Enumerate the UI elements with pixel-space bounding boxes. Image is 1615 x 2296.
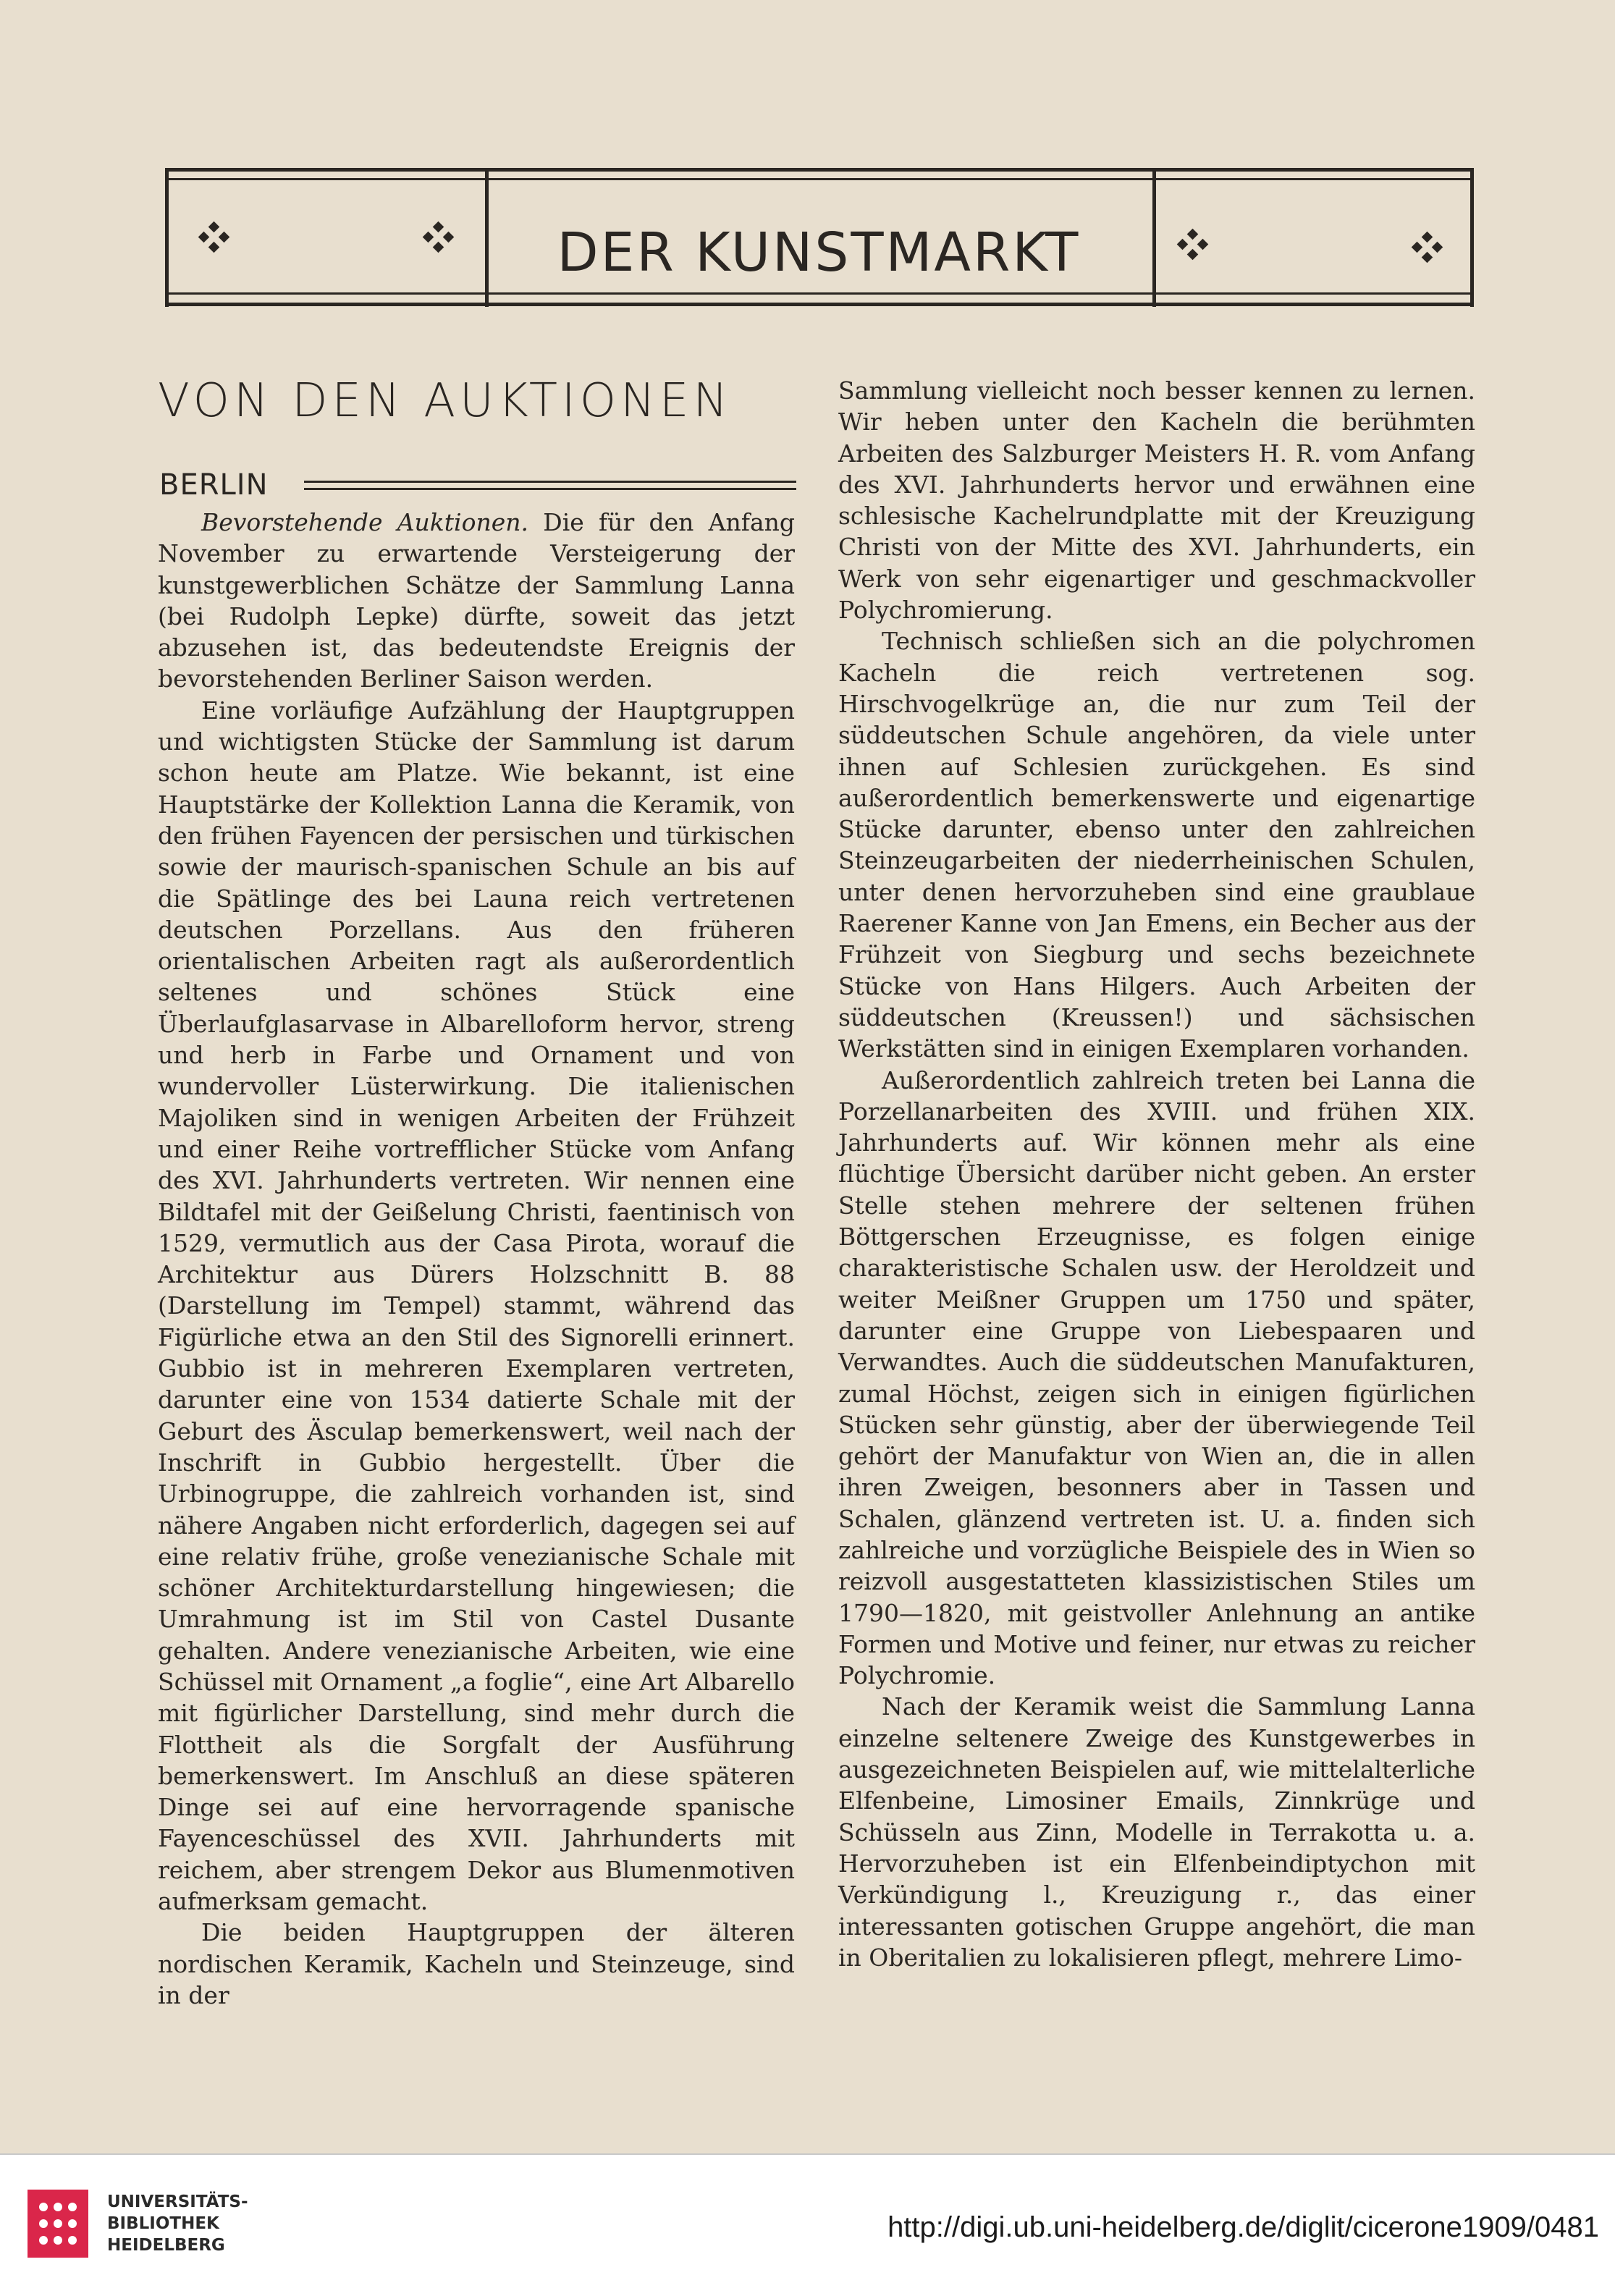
paragraph: Nach der Keramik weist die Sammlung Lanna einzelne seltenere Zweige des Kunstgewerbes in ausgezeichneten Beispielen auf, wie mittelalterliche Elfenbeine, Limosiner Emails, Zinnkrüge und Schüsseln aus Zinn, Modelle in Terrakotta u. a. Hervorzuheben ist ein Elfenbeindiptychon mit Verkündigung l., Kreuzigung r., das einer interessanten gotischen Gruppe angehört, die man in Oberitalien zu lokalisieren pflegt, mehrere Limo-: [838, 1692, 1475, 1972]
diamond-ornament-icon: [1413, 233, 1442, 262]
paragraph: Eine vorläufige Aufzählung der Hauptgruppen und wichtigsten Stücke der Sammlung ist darum schon heute am Platze. Wie bekannt, ist eine Hauptstärke der Kollektion Lanna die Keramik, von den frühen Fayencen der persischen und türkischen sowie der maurisch-spanischen Schule an bis auf die Spätlinge des bei Launa reich vertretenen deutschen Porzellans. Aus den früheren orientalischen Arbeiten ragt als außerordentlich seltenes und schönes Stück eine Überlaufglasarvase in Albarelloform hervor, streng und herb in Farbe und Ornament und von wundervoller Lüsterwirkung. Die italienischen Majoliken sind in wenigen Arbeiten der Frühzeit und einer Reihe vortrefflicher Stücke vom Anfang des XVI. Jahrhunderts vertreten. Wir nennen eine Bildtafel mit der Geißelung Christi, faentinisch von 1529, vermutlich aus der Casa Pirota, worauf die Architektur aus Dürers Holzschnitt B. 88 (Darstellung im Tempel) stammt, während das Figürliche etwa an den Stil des Signorelli erinnert. Gubbio ist in mehreren Exemplaren vertreten, darunter eine von 1534 datierte Schale mit der Geburt des Äsculap bemerkenswert, weil nach der Inschrift in Gubbio hergestellt. Über die Urbinogruppe, die zahlreich vorhanden ist, sind nähere Angaben nicht erforderlich, dagegen sei auf eine relativ frühe, große venezianische Schale mit schöner Architekturdarstellung hingewiesen; die Umrahmung ist im Stil von Castel Dusante gehalten. Andere venezianische Arbeiten, wie eine Schüssel mit Ornament „a foglie“, eine Art Albarello mit figürlicher Darstellung, sind mehr durch die Flottheit als die Sorgfalt der Ausführung bemerkenswert. Im Anschluß an diese späteren Dinge sei auf eine hervorragende spanische Fayenceschüssel des XVII. Jahrhunderts mit reichem, aber strengem Dekor aus Blumenmotiven aufmerksam gemacht.: [158, 696, 795, 1916]
text-column-left: [158, 507, 795, 2011]
diamond-ornament-icon: [424, 223, 453, 252]
university-seal-icon: [22, 2184, 94, 2263]
subheading-label: BERLIN: [159, 468, 269, 502]
paragraph: Die beiden Hauptgruppen der älteren nordischen Keramik, Kacheln und Steinzeuge, sind in der: [158, 1918, 795, 2009]
paragraph: Außerordentlich zahlreich treten bei Lanna die Porzellanarbeiten des XVIII. und frühen XIX. Jahrhunderts auf. Wir können mehr als eine flüchtige Übersicht darüber nicht geben. An erster Stelle stehen mehrere der seltenen frühen Böttgerschen Erzeugnisse, es folgen einige charakteristische Schalen usw. der Heroldzeit und weiter Meißner Gruppen um 1750 und später, darunter eine Gruppe von Liebespaaren und Verwandtes. Auch die süddeutschen Manufakturen, zumal Höchst, zeigen sich in einigen figürlichen Stücken sehr günstig, aber der überwiegende Teil gehört der Manufaktur von Wien an, die in allen ihren Zweigen, besonners aber in Tassen und Schalen, glänzend vertreten ist. U. a. finden sich zahlreiche und vorzügliche Beispiele des in Wien so reizvoll ausgestatteten klassizistischen Stiles um 1790—1820, mit geistvoller Anlehnung an antike Formen und Motive und feiner, nur etwas zu reicher Polychromie.: [838, 1065, 1475, 1690]
paragraph: Bevorstehende Auktionen. Die für den Anfang November zu erwartende Versteigerung der kunstgewerblichen Schätze der Sammlung Lanna (bei Rudolph Lepke) dürfte, soweit das jetzt abzusehen ist, das bedeutendste Ereignis der bevorstehenden Berliner Saison werden.: [158, 508, 795, 693]
masthead-title: DER KUNSTMARKT: [557, 221, 1081, 284]
digitization-footer: [0, 2153, 1615, 2296]
diamond-ornament-icon: [1178, 230, 1207, 259]
diamond-ornament-icon: [200, 223, 229, 252]
header-frame: [165, 168, 1474, 307]
section-title: VON DEN AUKTIONEN: [158, 374, 733, 428]
paragraph: Sammlung vielleicht noch besser kennen zu lernen. Wir heben unter den Kacheln die berühmten Arbeiten des Salzburger Meisters H. R. vom Anfang des XVI. Jahrhunderts hervor und erwähnen eine schlesische Kachelrundplatte mit der Kreuzigung Christi von der Mitte des XVI. Jahrhunderts, ein Werk von sehr eigenartiger und geschmackvoller Polychromierung.: [838, 376, 1475, 625]
paragraph-lead: Bevorstehende Auktionen.: [201, 508, 529, 536]
library-name: UNIVERSITÄTS- BIBLIOTHEK HEIDELBERG: [107, 2192, 248, 2255]
paragraph: Technisch schließen sich an die polychromen Kacheln die reich vertretenen sog. Hirschvogelkrüge an, die nur zum Teil der süddeutschen Schule angehören, da viele unter ihnen auf Schlesien zurückgehen. Es sind außerordentlich bemerkenswerte und eigenartige Stücke darunter, ebenso unter den zahlreichen Steinzeugarbeiten der niederrheinischen Schulen, unter denen hervorzuheben sind eine graublaue Raerener Kanne von Jan Emens, ein Becher aus der Frühzeit von Siegburg und sechs bezeichnete Stücke von Hans Hilgers. Auch Arbeiten der süddeutschen (Kreussen!) und sächsischen Werkstätten sind in einigen Exemplaren vorhanden.: [838, 627, 1475, 1063]
subheading: [159, 463, 796, 507]
source-url-link[interactable]: http://digi.ub.uni-heidelberg.de/diglit/cicerone1909/0481: [887, 2211, 1599, 2243]
text-column-right: [838, 375, 1475, 1973]
